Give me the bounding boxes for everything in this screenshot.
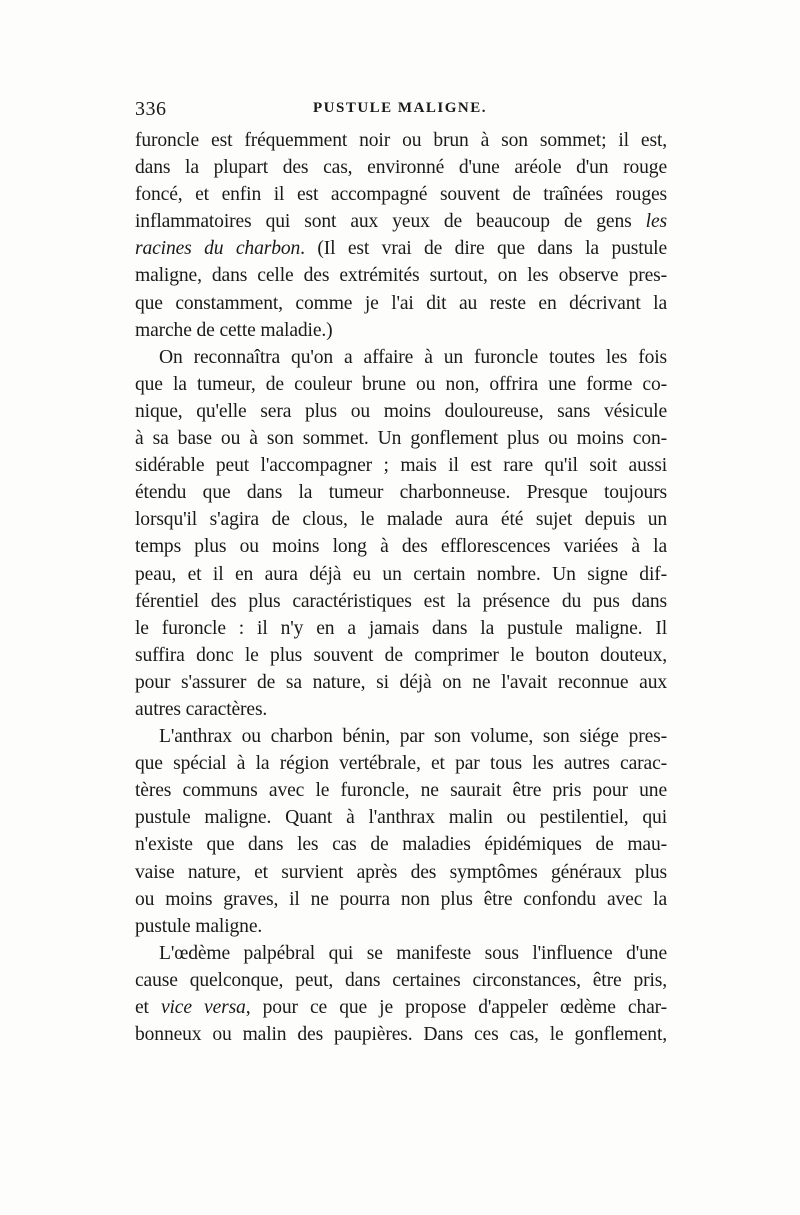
paragraph: [135, 940, 667, 1048]
text-line: L'anthrax ou charbon bénin, par son volume, son siége pres-: [159, 726, 667, 748]
running-title: PUSTULE MALIGNE.: [313, 100, 488, 116]
text-line: marche de cette maladie.): [135, 319, 333, 341]
page-number: 336: [135, 98, 167, 120]
text-line: cause quelconque, peut, dans certaines circonstances, être pris,: [135, 969, 667, 991]
text-line: maligne, dans celle des extrémités surtout, on les observe pres-: [135, 265, 667, 287]
text-line: autres caractères.: [135, 698, 268, 720]
paragraph: [135, 127, 667, 344]
text-line: sidérable peut l'accompagner ; mais il est rare qu'il soit aussi: [135, 455, 667, 477]
text-line: à sa base ou à son sommet. Un gonflement plus ou moins con-: [135, 428, 667, 450]
text-line: et vice versa, pour ce que je propose d'appeler œdème char-: [135, 997, 668, 1018]
text-line: peau, et il en aura déjà eu un certain nombre. Un signe dif-: [135, 563, 667, 585]
text-line: pour s'assurer de sa nature, si déjà on ne l'avait reconnue aux: [135, 671, 667, 693]
text-line: que la tumeur, de couleur brune ou non, offrira une forme co-: [135, 373, 667, 395]
text-line: que constamment, comme je l'ai dit au reste en décrivant la: [135, 292, 667, 314]
text-line: temps plus ou moins long à des efflorescences variées à la: [135, 536, 667, 558]
paragraph: [135, 723, 667, 940]
text-line: ou moins graves, il ne pourra non plus être confondu avec la: [135, 888, 667, 910]
text-line: On reconnaîtra qu'on a affaire à un furoncle toutes les fois: [159, 346, 667, 368]
text-line: furoncle est fréquemment noir ou brun à son sommet; il est,: [135, 130, 667, 151]
text-line: racines du charbon. (Il est vrai de dire que dans la pustule: [135, 238, 667, 260]
text-line: lorsqu'il s'agira de clous, le malade aura été sujet depuis un: [135, 509, 667, 531]
text-line: férentiel des plus caractéristiques est la présence du pus dans: [135, 590, 667, 612]
text-line: suffira donc le plus souvent de comprimer le bouton douteux,: [135, 644, 667, 666]
text-line: inflammatoires qui sont aux yeux de beaucoup de gens les: [135, 211, 667, 233]
text-line: L'œdème palpébral qui se manifeste sous l'influence d'une: [159, 942, 667, 964]
text-line: pustule maligne.: [135, 915, 263, 937]
body-text: [135, 127, 667, 1048]
text-line: pustule maligne. Quant à l'anthrax malin ou pestilentiel, qui: [135, 807, 667, 829]
text-line: n'existe que dans les cas de maladies épidémiques de mau-: [135, 834, 667, 856]
text-line: étendu que dans la tumeur charbonneuse. Presque toujours: [135, 482, 667, 504]
text-line: le furoncle : il n'y en a jamais dans la pustule maligne. Il: [135, 617, 667, 639]
text-line: dans la plupart des cas, environné d'une aréole d'un rouge: [135, 157, 667, 179]
text-line: bonneux ou malin des paupières. Dans ces cas, le gonflement,: [135, 1024, 667, 1046]
text-line: tères communs avec le furoncle, ne saurait être pris pour une: [135, 780, 667, 802]
text-line: vaise nature, et survient après des symptômes généraux plus: [135, 861, 667, 883]
text-line: foncé, et enfin il est accompagné souvent de traînées rouges: [135, 184, 667, 206]
running-head: [135, 98, 667, 122]
paragraph: [135, 344, 667, 723]
text-line: que spécial à la région vertébrale, et par tous les autres carac-: [135, 753, 667, 775]
text-line: nique, qu'elle sera plus ou moins douloureuse, sans vésicule: [135, 400, 667, 422]
